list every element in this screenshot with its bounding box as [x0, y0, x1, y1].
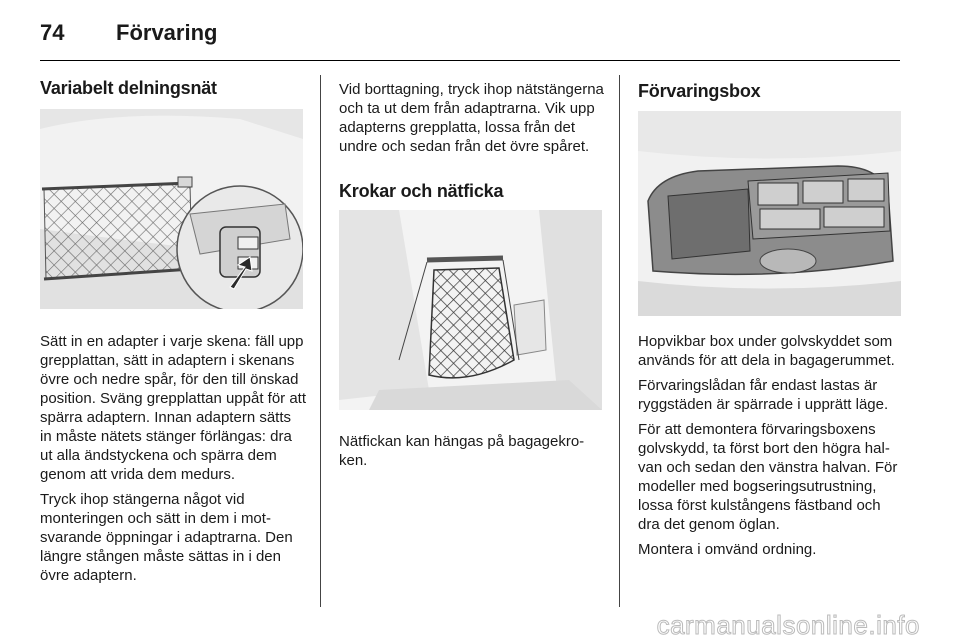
net-pocket-paragraph: Nätfickan kan hängas på bagagekroken.	[339, 433, 585, 469]
running-title: Förvaring	[116, 20, 218, 45]
storage-box-text	[638, 332, 903, 559]
storage-box-illustration	[638, 111, 901, 316]
paragraph: Förvaringslådan får endast lastas är ryggstäden är spärrade i upprätt läge.	[638, 377, 889, 413]
page-header	[40, 20, 900, 60]
watermark: carmanualsonline.info	[656, 610, 920, 640]
column-divider-2	[619, 75, 620, 607]
header-rule	[40, 60, 900, 61]
net-adapter-illustration	[40, 109, 303, 309]
net-pocket-illustration	[339, 210, 602, 410]
net-instructions	[40, 332, 306, 585]
paragraph: Montera i omvänd ordning.	[638, 541, 817, 558]
section-heading-net: Variabelt delningsnät	[40, 78, 217, 98]
removal-paragraph: Vid borttagning, tryck ihop nätstängerna och ta ut dem från adaptrarna. Vik upp adapterns grepplatta, lossa från det undre och sedan från det övre spåret.	[339, 81, 604, 155]
section-heading-storage-box: Förvaringsbox	[638, 81, 761, 101]
paragraph: Hopvikbar box under golvskyddet som används för att dela in bagagerummet.	[638, 333, 895, 369]
paragraph: Sätt in en adapter i varje skena: fäll upp grepplattan, sätt in adaptern i skenans övre och nedre spår, för den till önskad position. Sväng grepplattan uppåt för att spärra adaptern. Innan adaptern sätts in måste nätets stänger förlängas: dra ut alla ändstyckena och spärra dem genom att vrida dem medurs.	[40, 333, 307, 483]
paragraph: För att demontera förvaringsboxens golvskydd, ta först bort den högra halvan och sedan den vänstra halvan. För modeller med bogseringsutrustning, lossa först kulstångens fästband och dra det genom öglan.	[638, 421, 898, 533]
paragraph: Tryck ihop stängerna något vid monteringen och sätt in dem i motsvarande öppningar i adaptrarna. Den längre stången måste sättas in i den övre adaptern.	[40, 491, 293, 584]
section-heading-hooks: Krokar och nätficka	[339, 181, 504, 201]
page-number: 74	[40, 20, 65, 45]
column-divider-1	[320, 75, 321, 607]
